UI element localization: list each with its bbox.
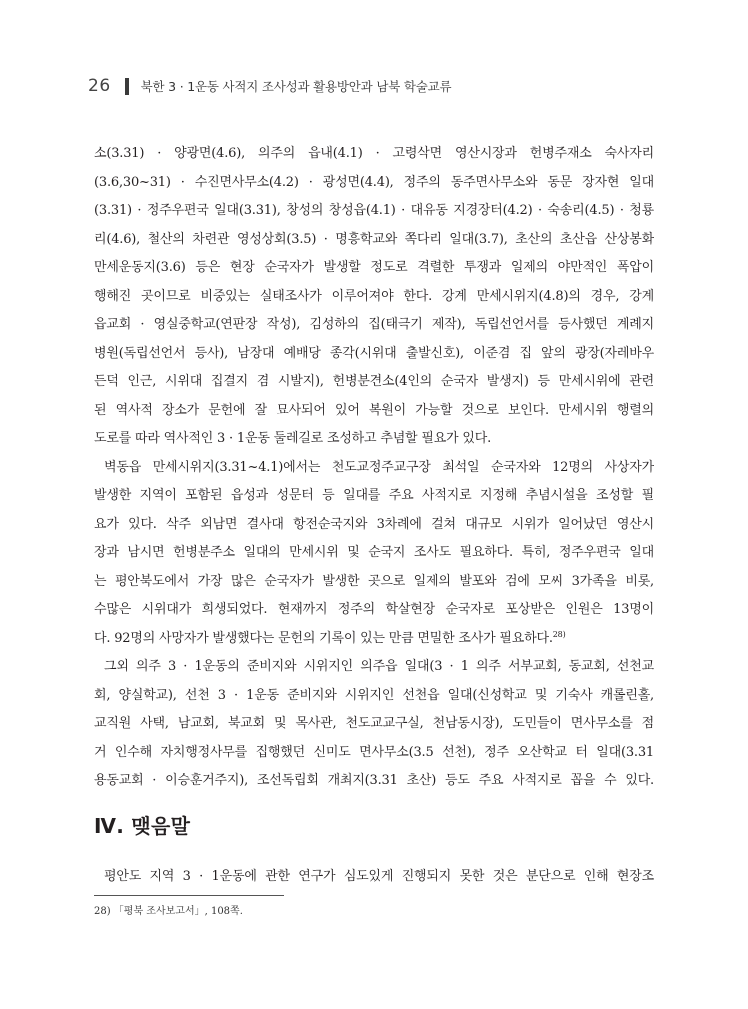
paragraph-line: 는 평안북도에서 가장 많은 순국자가 발생한 곳으로 일제의 발포와 검에 모씨 3가족을 비롯, (94, 573, 654, 589)
paragraph-line: 행해진 곳이므로 비중있는 실태조사가 이루어져야 한다. 강계 만세시위지(4.8)의 경우, 강계 (94, 288, 654, 304)
paragraph-line: 발생한 지역이 포함된 읍성과 성문터 등 일대를 주요 사적지로 지정해 추념시설을 조성할 필 (94, 488, 654, 503)
paragraph-line: 회, 양실학교), 선천 3 · 1운동 준비지와 시위지인 선천읍 일대(신성학교 및 기숙사 캐롤린홀, (94, 687, 654, 703)
paragraph-line: 용동교회 · 이승훈거주지), 조선독립회 개최지(3.31 초산) 등도 주요 사적지로 꼽을 수 있다. (94, 773, 654, 788)
header-divider-bar (125, 78, 129, 95)
paragraph-line: 만세운동지(3.6) 등은 현장 순국자가 발생할 정도로 격렬한 투쟁과 일제의 야만적인 폭압이 (94, 260, 654, 275)
footnote-divider (94, 895, 284, 896)
paragraph-line: 평안도 지역 3 · 1운동에 관한 연구가 심도있게 진행되지 못한 것은 분단으로 인해 현장조 (104, 869, 654, 884)
section-heading: Ⅳ. 맺음말 (94, 814, 191, 838)
paragraph-line: 된 역사적 장소가 문헌에 잘 묘사되어 있어 복원이 가능할 것으로 보인다. 만세시위 행렬의 (94, 402, 654, 418)
paragraph-line: 요가 있다. 삭주 외남면 결사대 항전순국지와 3차례에 걸쳐 대규모 시위가 일어났던 영산시 (94, 516, 654, 532)
running-header (88, 74, 451, 98)
paragraph-line: 리(4.6), 철산의 차련관 영성상회(3.5) · 명흥학교와 쪽다리 일대(3.7), 초산의 초산읍 산상봉화 (94, 231, 654, 247)
paragraph-line: 벽동읍 만세시위지(3.31~4.1)에서는 천도교정주교구장 최석일 순국자와 12명의 사상자가 (104, 459, 654, 475)
body-text (94, 140, 654, 796)
paragraph-line: 읍교회 · 영실중학교(연판장 작성), 김성하의 집(태극기 제작), 독립선언서를 등사했던 계례지 (94, 317, 654, 332)
paragraph-line: 든덕 인근, 시위대 집결지 겸 시발지), 헌병분견소(4인의 순국자 발생지) 등 만세시위에 관련 (94, 374, 654, 389)
paragraph-line: (3.6,30~31) · 수진면사무소(4.2) · 광성면(4.4), 정주의 동주면사무소와 동문 장자현 일대 (94, 174, 654, 190)
paragraph-line: 도로를 따라 역사적인 3 · 1운동 둘레길로 조성하고 추념할 필요가 있다. (94, 431, 491, 446)
paragraph-line: 장과 남시면 헌병분주소 일대의 만세시위 및 순국지 조사도 필요하다. 특히, 정주우편국 일대 (94, 545, 654, 560)
conclusion-text (94, 863, 654, 892)
paragraph-line-with-footnote (94, 625, 654, 654)
footnote: 28) 「평북 조사보고서」, 108쪽. (94, 906, 243, 917)
paragraph-line: (3.31) · 정주우편국 일대(3.31), 창성의 창성읍(4.1) · 대유동 지경장터(4.2) · 숙송리(4.5) · 청룡 (94, 203, 654, 218)
footnote-reference[interactable]: 28) (552, 629, 566, 639)
page-number: 26 (88, 76, 111, 96)
paragraph-line: 수많은 시위대가 희생되었다. 현재까지 정주의 학살현장 순국자로 포상받은 인원은 13명이 (94, 602, 654, 617)
paragraph-line: 거 인수해 자치행정사무를 집행했던 신미도 면사무소(3.5 선천), 정주 오산학교 터 일대(3.31 (94, 744, 654, 760)
paragraph-line-text: 다. 92명의 사망자가 발생했다는 문헌의 기록이 있는 만큼 면밀한 조사가 필요하다. (94, 630, 553, 646)
paragraph-line: 교직원 사택, 남교회, 북교회 및 목사관, 천도교교구실, 천남동시장), 도민들이 면사무소를 점 (94, 716, 654, 731)
paragraph-line: 소(3.31) · 양광면(4.6), 의주의 읍내(4.1) · 고령삭면 영산시장과 헌병주재소 숙사자리 (94, 146, 654, 161)
running-title: 북한 3 · 1운동 사적지 조사성과 활용방안과 남북 학술교류 (140, 79, 452, 94)
paragraph-line: 그외 의주 3 · 1운동의 준비지와 시위지인 의주읍 일대(3 · 1 의주 서부교회, 동교회, 선천교 (104, 659, 654, 674)
paragraph-line: 병원(독립선언서 등사), 남장대 예배당 종각(시위대 출발신호), 이준겸 집 앞의 광장(자레바우 (94, 345, 654, 361)
